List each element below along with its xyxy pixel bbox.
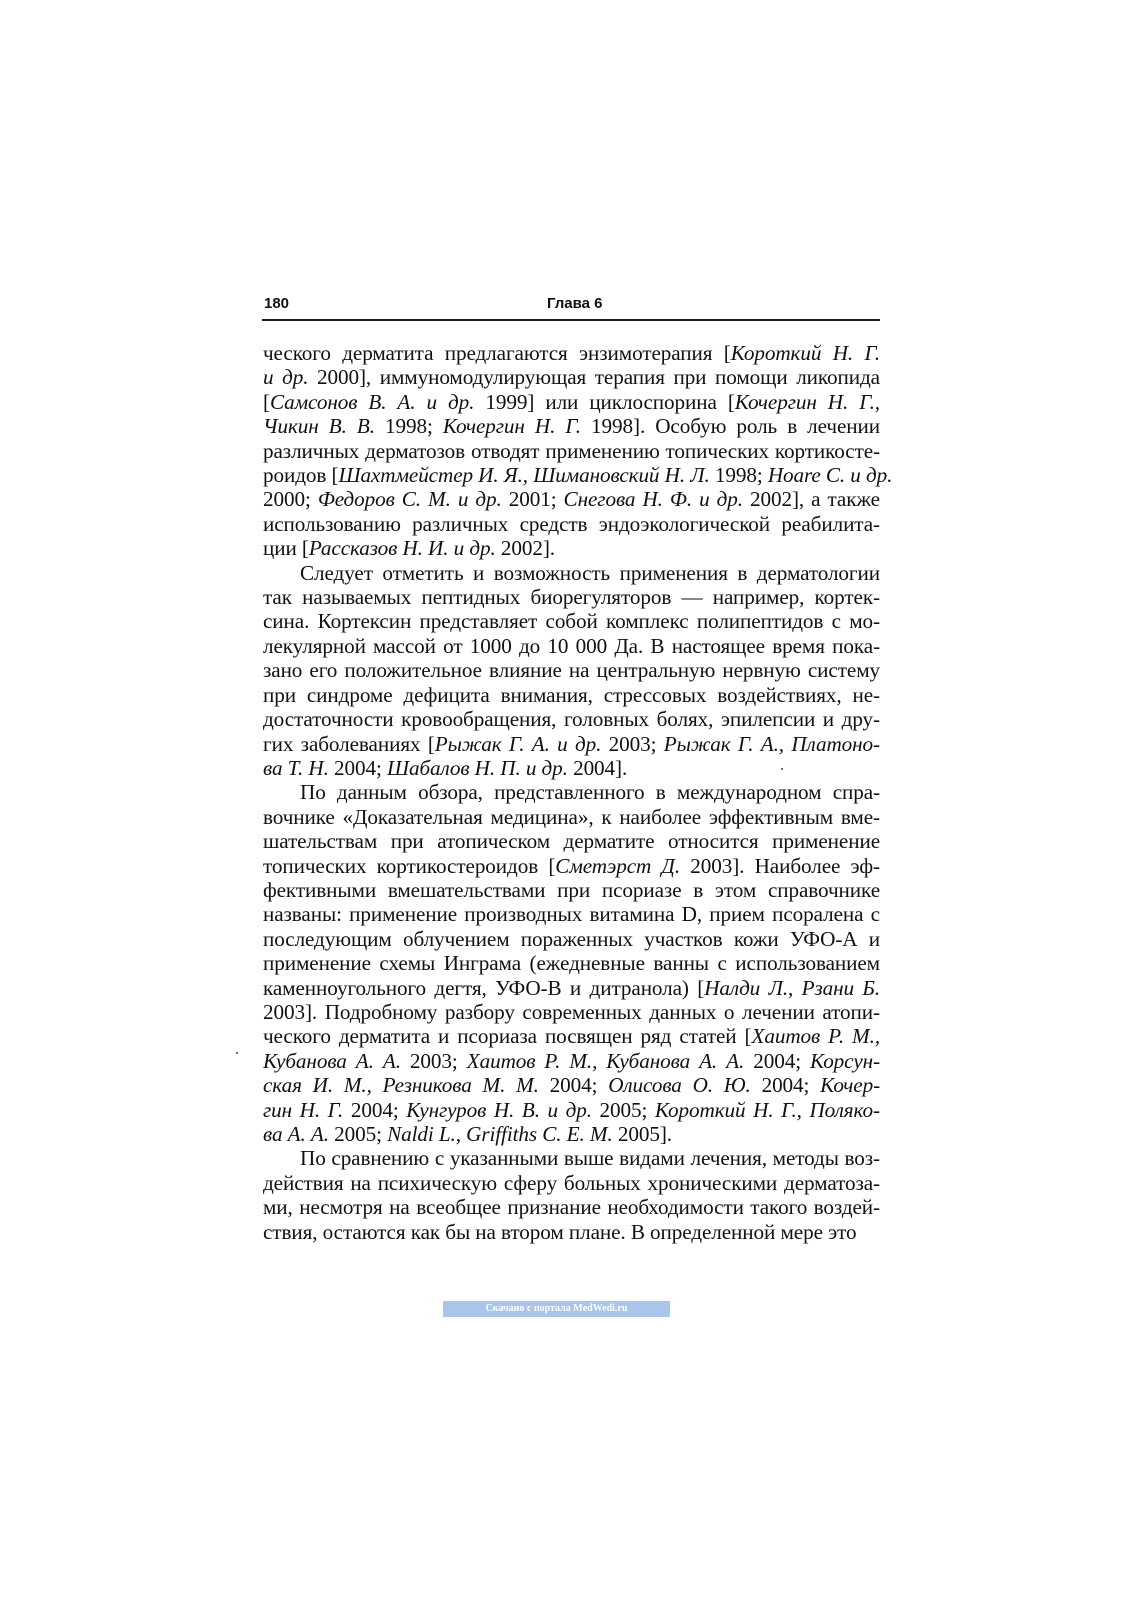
- watermark-banner: Скачано с портала MedWedi.ru: [443, 1301, 670, 1317]
- text-run: 2003;: [601, 731, 664, 756]
- text-run: 2004;: [750, 1073, 821, 1098]
- text-line: [263, 536, 880, 560]
- citation-text: Кунгуров Н. В. и др.: [406, 1097, 592, 1122]
- citation-text: ва А. А.: [263, 1122, 329, 1146]
- text-line: [263, 1024, 880, 1048]
- text-run: ции [: [263, 536, 309, 561]
- citation-text: Рыжак Г. А., Платоно-: [663, 731, 880, 756]
- text-line: [263, 414, 880, 438]
- text-line: [263, 902, 880, 926]
- citation-text: Шахтмейстер И. Я., Шимановский Н. Л.: [338, 463, 710, 488]
- text-run: различных дерматозов отводят применению топических кортикосте-: [263, 438, 880, 463]
- citation-text: Кочергин Н. Г.,: [734, 389, 880, 414]
- text-run: сина. Кортексин представляет собой комплекс полипептидов с мо-: [263, 609, 880, 634]
- paragraph: [263, 561, 880, 781]
- text-run: роидов [: [263, 463, 339, 488]
- text-line: [263, 756, 880, 780]
- text-run: 1998]. Особую роль в лечении: [580, 414, 880, 439]
- text-run: гих заболеваниях [: [263, 731, 435, 756]
- text-run: 1998;: [709, 463, 768, 488]
- text-run: 2003]. Наиболее эф-: [680, 853, 880, 878]
- text-run: 2004;: [328, 755, 387, 780]
- text-line: [263, 951, 880, 975]
- text-run: шательствам при атопическом дерматите относится применение: [263, 829, 880, 854]
- text-line: [263, 1073, 880, 1097]
- text-line: [263, 780, 880, 804]
- text-run: названы: применение производных витамина D, прием псоралена с: [263, 902, 880, 927]
- text-line: [263, 1171, 880, 1195]
- citation-text: Короткий Н. Г., Поляко-: [654, 1097, 880, 1122]
- text-line: [263, 365, 880, 389]
- citation-text: Хаитов Р. М.,: [751, 1024, 880, 1049]
- text-line: [263, 854, 880, 878]
- text-run: ческого дерматита предлагаются энзимотерапия [: [263, 341, 731, 365]
- text-line: [263, 707, 880, 731]
- text-run: 2003;: [400, 1048, 467, 1073]
- text-run: 2003]. Подробному разбору современных данных о лечении атопи-: [263, 999, 880, 1024]
- text-run: использованию различных средств эндоэкологической реабилита-: [263, 511, 880, 536]
- text-line: [263, 439, 880, 463]
- scan-speck: [236, 1052, 238, 1054]
- citation-text: гин Н. Г.: [263, 1097, 344, 1122]
- text-line: [263, 609, 880, 633]
- text-run: 2005].: [612, 1122, 672, 1146]
- text-line: [263, 927, 880, 951]
- citation-text: Сметэрст Д.: [555, 853, 681, 878]
- text-run: По сравнению с указанными выше видами лечения, методы воз-: [300, 1146, 880, 1171]
- text-line: [263, 1220, 880, 1244]
- text-run: применение схемы Инграма (ежедневные ванны с использованием: [263, 951, 880, 976]
- citation-text: Олисова О. Ю.: [608, 1073, 751, 1098]
- text-line: [263, 829, 880, 853]
- text-line: [263, 658, 880, 682]
- text-run: достаточности кровообращения, головных болях, эпилепсии и дру-: [263, 707, 880, 732]
- text-run: так называемых пептидных биорегуляторов — например, кортек-: [263, 585, 880, 610]
- text-run: вочнике «Доказательная медицина», к наиболее эффективным вме-: [263, 804, 880, 829]
- chapter-title: Глава 6: [547, 295, 603, 312]
- text-run: 2002], а также: [742, 487, 880, 512]
- citation-text: ва Т. Н.: [263, 755, 329, 780]
- citation-text: и др.: [263, 365, 309, 390]
- text-run: зано его положительное влияние на центральную нервную систему: [263, 658, 880, 683]
- page-number: 180: [264, 295, 290, 312]
- citation-text: Чикин В. В.: [263, 414, 375, 439]
- text-run: 2002].: [495, 536, 555, 561]
- text-run: По данным обзора, представленного в международном спра-: [300, 780, 880, 805]
- text-run: 2004;: [538, 1073, 609, 1098]
- page-header: [262, 289, 880, 321]
- text-line: [263, 683, 880, 707]
- text-line: [263, 463, 893, 488]
- citation-text: Кочер-: [820, 1073, 881, 1098]
- text-run: фективными вмешательствами при псориазе в этом справочнике: [263, 877, 880, 902]
- citation-text: Короткий Н. Г.: [730, 341, 880, 365]
- text-line: [263, 732, 880, 756]
- citation-text: Шабалов Н. П. и др.: [386, 755, 568, 780]
- citation-text: Рассказов Н. И. и др.: [308, 536, 496, 561]
- text-line: [263, 1000, 880, 1024]
- paragraph: [263, 780, 880, 1146]
- text-run: 2001;: [501, 487, 564, 512]
- text-run: 2000;: [263, 487, 318, 512]
- text-line: [263, 512, 880, 536]
- text-line: [263, 634, 880, 658]
- text-run: ми, несмотря на всеобщее признание необходимости такого воздей-: [263, 1195, 880, 1220]
- text-line: [263, 1195, 880, 1219]
- paragraph: [263, 341, 893, 561]
- text-line: [263, 1122, 880, 1146]
- text-line: [263, 976, 880, 1000]
- text-run: ческого дерматита и псориаза посвящен ряд статей [: [263, 1024, 752, 1049]
- paragraph: [263, 1146, 880, 1244]
- text-run: действия на психическую сферу больных хроническими дерматоза-: [263, 1170, 880, 1195]
- text-run: при синдроме дефицита внимания, стрессовых воздействиях, не-: [263, 682, 880, 707]
- body-text: [263, 341, 893, 1244]
- text-line: [263, 585, 880, 609]
- text-run: [: [263, 389, 270, 414]
- citation-text: Самсонов В. А. и др.: [269, 389, 475, 414]
- text-line: [263, 341, 880, 365]
- scan-speck: [781, 768, 783, 770]
- text-line: [263, 561, 880, 585]
- citation-text: Рыжак Г. А. и др.: [434, 731, 602, 756]
- text-run: 2005;: [591, 1097, 655, 1122]
- text-run: 2004;: [744, 1048, 811, 1073]
- text-run: 1999] или циклоспорина [: [474, 389, 735, 414]
- citation-text: Федоров С. М. и др.: [317, 487, 502, 512]
- text-line: [263, 1098, 880, 1122]
- text-line: [263, 1146, 880, 1170]
- text-run: 2004].: [567, 755, 628, 780]
- citation-text: Снегова Н. Ф. и др.: [563, 487, 743, 512]
- text-line: [263, 487, 880, 511]
- text-run: 2004;: [343, 1097, 407, 1122]
- citation-text: Кочергин Н. Г.: [442, 414, 581, 439]
- citation-text: Hoare C. и др.: [767, 463, 893, 488]
- text-line: [263, 1049, 880, 1073]
- text-run: Следует отметить и возможность применения в дерматологии: [300, 560, 880, 585]
- citation-text: Naldi L., Griffiths C. E. M.: [387, 1122, 613, 1146]
- text-run: последующим облучением пораженных участков кожи УФО-А и: [263, 926, 880, 951]
- text-run: каменноугольного дегтя, УФО-В и дитранола) [: [263, 975, 705, 1000]
- citation-text: Хаитов Р. М., Кубанова А. А.: [466, 1048, 745, 1073]
- text-run: 2005;: [328, 1122, 388, 1146]
- citation-text: ская И. М., Резникова М. М.: [263, 1073, 539, 1098]
- text-line: [263, 390, 880, 414]
- text-run: топических кортикостероидов [: [263, 853, 556, 878]
- citation-text: Кубанова А. А.: [263, 1048, 401, 1073]
- citation-text: Корсун-: [810, 1048, 881, 1073]
- text-line: [263, 805, 880, 829]
- text-run: лекулярной массой от 1000 до 10 000 Да. В настоящее время пока-: [263, 633, 880, 658]
- text-line: [263, 878, 880, 902]
- text-run: ствия, остаются как бы на втором плане. В определенной мере это: [263, 1219, 857, 1244]
- text-run: 1998;: [374, 414, 443, 439]
- text-run: 2000], иммуномодулирующая терапия при помощи ликопида: [308, 365, 880, 390]
- citation-text: Налди Л., Рзани Б.: [704, 975, 880, 1000]
